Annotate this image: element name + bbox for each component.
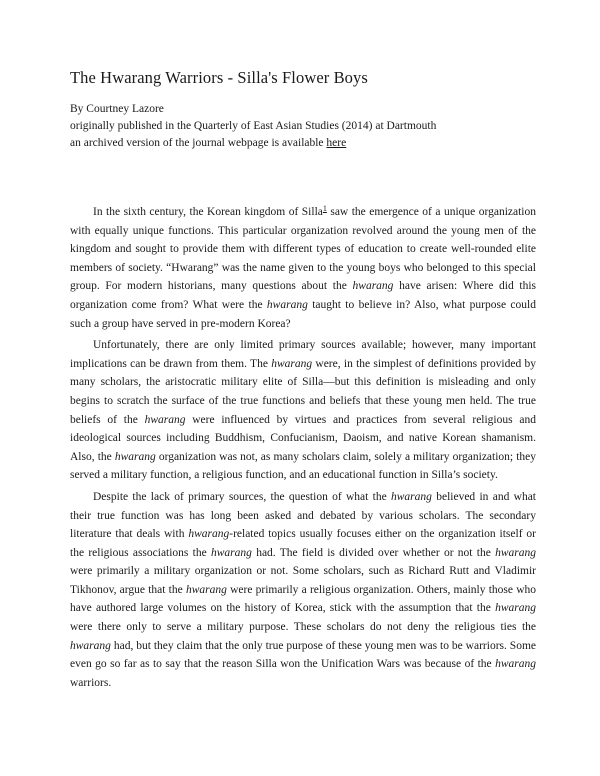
paragraph-text: Despite the lack of primary sources, the question of what the: [93, 490, 392, 503]
byline: By Courtney Lazore: [70, 103, 164, 115]
italic-term: hwarang: [211, 546, 252, 559]
italic-term: hwarang: [495, 602, 536, 615]
paragraph-text: have arisen: Where did this organization come from? What were the: [70, 280, 537, 311]
italic-term: hwarang: [185, 583, 227, 596]
italic-term: hwarang: [266, 298, 308, 311]
italic-term: hwarang: [271, 357, 313, 370]
archive-link[interactable]: here: [326, 137, 347, 149]
paragraph-text: taught to believe in? Also, what purpose could such a group have served in pre-modern Korea?: [70, 298, 536, 330]
italic-term: hwarang: [495, 658, 536, 671]
article-body: [70, 203, 536, 695]
publication-note: originally published in the Quarterly of East Asian Studies (2014) at Dartmouth: [70, 120, 437, 132]
paragraph-text: were there only to serve a military purpose. These scholars do not deny the religious ties the: [70, 621, 536, 634]
italic-term: hwarang: [495, 546, 537, 559]
paragraph-3: [70, 488, 536, 693]
paragraph-text: were influenced by virtues and practices from several religious and ideological sources including Buddhism, Confucianism, Daoism, and native Korean shamanism. Also, the: [70, 413, 536, 463]
paragraph-text: believed in and what their true function was has long been asked and debated by various scholars. The secondary literature that deals with: [70, 490, 536, 541]
paragraph-text: were primarily a religious organization. Others, mainly those who have authored large volumes on the history of Korea, stick with the assumption that the: [70, 583, 537, 615]
italic-term: hwarang: [352, 280, 394, 293]
paragraph-1: [70, 203, 536, 333]
paragraph-text: In the sixth century, the Korean kingdom of Silla: [93, 206, 323, 218]
paragraph-text: Unfortunately, there are only limited primary sources available; however, many important implications can be drawn from them. The: [70, 339, 536, 370]
footnote-1-link[interactable]: 1: [322, 204, 327, 213]
paragraph-text: saw the emergence of a unique organization with equally unique functions. This particular organization revolved around the young men of the kingdom and sought to provide them with different types of education to create well-rounded elite members of society. “Hwarang” was the name given to the young boys who belonged to this special group. For modern historians, many questions about the: [70, 206, 536, 293]
paragraph-text: organization was not, as many scholars claim, solely a military organization; they served a military function, a religious function, and an educational function in Silla’s society.: [70, 450, 536, 482]
paragraph-text: were, in the simplest of definitions provided by many scholars, the aristocratic military elite of Silla—but this definition is misleading and only begins to scratch the surface of the true functions and beliefs that these young men held. The true beliefs of the: [70, 357, 536, 426]
paragraph-text: had. The field is divided over whether or not the: [251, 546, 496, 559]
italic-term: hwarang: [114, 450, 156, 463]
archive-note-text: an archived version of the journal webpage is available: [70, 137, 327, 149]
italic-term: hwarang: [188, 528, 230, 541]
paragraph-2: [70, 336, 536, 485]
italic-term: hwarang: [70, 639, 111, 652]
archive-note: [70, 135, 436, 152]
paragraph-text: were primarily a military organization or not. Some scholars, such as Richard Rutt and Vladimir Tikhonov, argue that the: [70, 565, 536, 596]
document-title: The Hwarang Warriors - Silla's Flower Boys: [70, 68, 368, 87]
paragraph-text: had, but they claim that the only true purpose of these young men was to be warriors. Some even go so far as to say that the reason Silla won the Unification Wars was because of the: [70, 639, 536, 671]
document-meta: [70, 101, 436, 152]
paragraph-text: -related topics usually focuses either on the organization itself or the religious associations the: [70, 528, 536, 559]
paragraph-text: warriors.: [70, 676, 112, 689]
italic-term: hwarang: [391, 490, 432, 503]
italic-term: hwarang: [144, 413, 186, 426]
